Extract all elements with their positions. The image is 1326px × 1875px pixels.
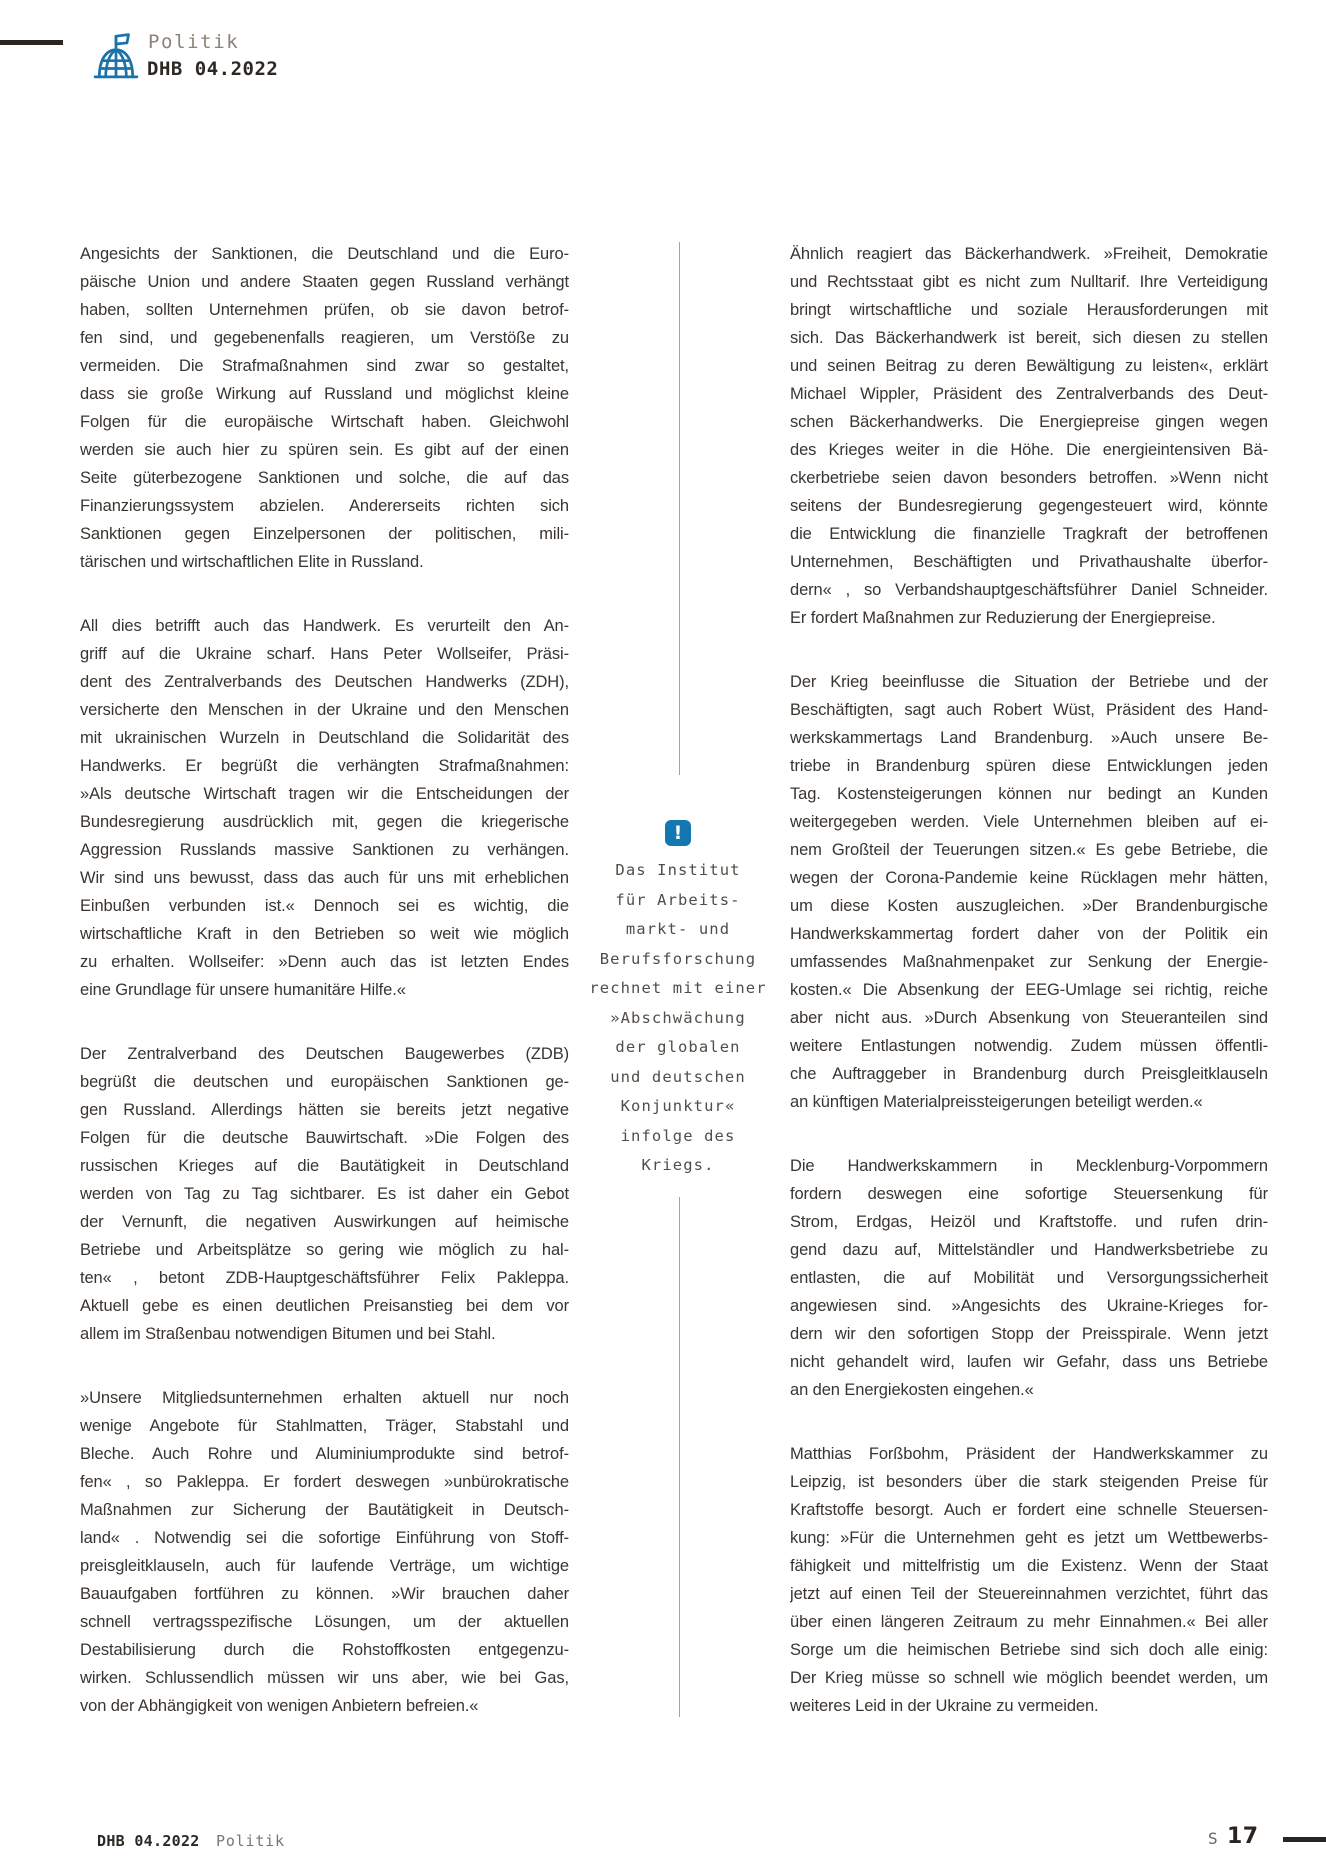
footer-section: Politik (216, 1832, 285, 1850)
text-line: Ähnlich reagiert das Bäckerhandwerk. »Freiheit, Demokratie (790, 245, 1268, 263)
text-line: zu erhalten. Wollseifer: »Denn auch das ist letzten Endes (80, 953, 569, 971)
text-line: preisgleitklauseln, auch für laufende Verträge, um wichtige (80, 1557, 569, 1575)
paragraph (80, 1040, 569, 1348)
paragraph (790, 668, 1268, 1116)
text-line: begrüßt die deutschen und europäischen Sanktionen ge- (80, 1073, 569, 1091)
callout-line: markt- und (625, 920, 731, 938)
text-line: dent des Zentralverbands des Deutschen Handwerks (ZDH), (80, 673, 569, 691)
column-right (790, 240, 1268, 1720)
text-line: gen Russland. Allerdings hätten sie bereits jetzt negative (80, 1101, 569, 1119)
text-line: fen« , so Pakleppa. Er fordert deswegen »unbürokratische (80, 1473, 569, 1491)
text-line: von der Abhängigkeit von wenigen Anbietern befreien.« (80, 1697, 479, 1715)
text-line: angewiesen sind. »Angesichts des Ukraine-Krieges for- (790, 1297, 1268, 1315)
paragraph (790, 240, 1268, 632)
text-line: fordern deswegen eine sofortige Steuersenkung für (790, 1185, 1268, 1203)
text-line: Folgen für die deutsche Bauwirtschaft. »Die Folgen des (80, 1129, 569, 1147)
text-line: Seite güterbezogene Sanktionen und solche, die auf das (80, 469, 569, 487)
text-line: mit ukrainischen Wurzeln in Deutschland die Solidarität des (80, 729, 569, 747)
callout-line: infolge des (620, 1126, 736, 1145)
text-line: wenige Angebote für Stahlmatten, Träger, Stabstahl und (80, 1417, 569, 1435)
text-line: wegen der Corona-Pandemie keine Rücklagen mehr hätten, (790, 869, 1268, 887)
text-line: Der Krieg müsse so schnell wie möglich beendet werden, um (790, 1669, 1268, 1687)
column-divider-top (679, 242, 680, 775)
text-line: Aktuell gebe es einen deutlichen Preisanstieg bei dem vor (80, 1297, 569, 1315)
text-line: Bauaufgaben fortführen zu können. »Wir brauchen daher (80, 1585, 569, 1603)
text-line: land« . Notwendig sei die sofortige Einführung von Stoff- (80, 1529, 569, 1547)
text-line: Er fordert Maßnahmen zur Reduzierung der Energiepreise. (790, 609, 1216, 627)
text-line: vermeiden. Die Strafmaßnahmen sind zwar so gestaltet, (80, 357, 569, 375)
text-line: russischen Krieges auf die Bautätigkeit in Deutschland (80, 1157, 569, 1175)
text-line: Wir sind uns bewusst, dass das auch für uns mit erheblichen (80, 869, 569, 887)
text-line: werden von Tag zu Tag sichtbarer. Es ist daher ein Gebot (80, 1185, 569, 1203)
text-line: Matthias Forßbohm, Präsident der Handwerkskammer zu (790, 1445, 1268, 1463)
callout-line: Kriegs. (641, 1156, 715, 1174)
text-line: und Rechtsstaat gibt es nicht zum Nulltarif. Ihre Verteidigung (790, 273, 1268, 291)
section-label: Politik (148, 31, 240, 53)
callout-line: rechnet mit einer (589, 979, 767, 997)
text-line: gend dazu auf, Mittelständler und Handwerksbetriebe zu (790, 1241, 1268, 1259)
text-line: haben, sollten Unternehmen prüfen, ob sie davon betrof- (80, 301, 569, 319)
top-left-rule (0, 40, 63, 45)
text-line: Beschäftigten, sagt auch Robert Wüst, Präsident des Hand- (790, 701, 1268, 719)
text-line: dern wir den sofortigen Stopp der Preisspirale. Wenn jetzt (790, 1325, 1268, 1343)
text-line: Leipzig, ist besonders über die stark steigenden Preise für (790, 1473, 1268, 1491)
text-line: Der Zentralverband des Deutschen Baugewerbes (ZDB) (80, 1045, 569, 1063)
text-line: um diese Kosten auszugleichen. »Der Brandenburgische (790, 897, 1268, 915)
text-line: Tag. Kostensteigerungen können nur bedingt an Kunden (790, 785, 1268, 803)
text-line: päische Union und andere Staaten gegen Russland verhängt (80, 273, 569, 291)
text-line: Angesichts der Sanktionen, die Deutschland und die Euro- (80, 245, 569, 263)
text-line: che Auftraggeber in Brandenburg durch Preisgleitklauseln (790, 1065, 1268, 1083)
text-line: Die Handwerkskammern in Mecklenburg-Vorpommern (790, 1157, 1268, 1175)
text-line: bringt wirtschaftliche und soziale Herausforderungen mit (790, 301, 1268, 319)
paragraph (790, 1152, 1268, 1404)
text-line: Bleche. Auch Rohre und Aluminiumprodukte sind betrof- (80, 1445, 569, 1463)
text-line: Aggression Russlands massive Sanktionen zu verhängen. (80, 841, 569, 859)
callout-text (568, 856, 788, 1181)
page-prefix: S (1208, 1829, 1218, 1848)
text-line: Sanktionen gegen Einzelpersonen der politischen, mili- (80, 525, 569, 543)
text-line: fen sind, und gegebenenfalls reagieren, um Verstöße zu (80, 329, 569, 347)
callout-line: Das Institut (615, 861, 741, 879)
text-line: Handwerkskammertag fordert daher von der Politik ein (790, 925, 1268, 943)
text-line: Handwerks. Er begrüßt die verhängten Strafmaßnahmen: (80, 757, 569, 775)
text-line: nem Großteil der Teuerungen sitzen.« Es gebe Betriebe, die (790, 841, 1268, 859)
text-line: nicht gehandelt wird, laufen wir Gefahr, dass uns Betriebe (790, 1353, 1268, 1371)
text-line: weitere Entlastungen notwendig. Zudem müssen öffentli- (790, 1037, 1268, 1055)
text-line: versicherte den Menschen in der Ukraine und den Menschen (80, 701, 569, 719)
text-line: dern« , so Verbandshauptgeschäftsführer Daniel Schneider. (790, 581, 1268, 599)
text-line: dass sie große Wirkung auf Russland und möglichst kleine (80, 385, 569, 403)
text-line: an den Energiekosten eingehen.« (790, 1381, 1034, 1399)
text-line: Einbußen verbunden ist.« Dennoch sei es wichtig, die (80, 897, 569, 915)
text-line: an künftigen Materialpreissteigerungen beteiligt werden.« (790, 1093, 1203, 1111)
text-line: wirken. Schlussendlich müssen wir uns aber, wie bei Gas, (80, 1669, 569, 1687)
reichstag-dome-icon (93, 32, 139, 80)
text-line: »Als deutsche Wirtschaft tragen wir die Entscheidungen der (80, 785, 569, 803)
text-line: kosten.« Die Absenkung der EEG-Umlage sei richtig, reiche (790, 981, 1268, 999)
issue-label: DHB 04.2022 (147, 58, 279, 80)
column-divider-bottom (679, 1197, 680, 1717)
text-line: Finanzierungssystem abzielen. Andererseits richten sich (80, 497, 569, 515)
text-line: umfassendes Maßnahmenpaket zur Senkung der Energie- (790, 953, 1268, 971)
text-line: Bundesregierung ausdrücklich mit, gegen die kriegerische (80, 813, 569, 831)
text-line: All dies betrifft auch das Handwerk. Es verurteilt den An- (80, 617, 569, 635)
text-line: über einen längeren Zeitraum zu mehr Einnahmen.« Bei aller (790, 1613, 1268, 1631)
text-line: aber nicht aus. »Durch Absenkung von Steueranteilen sind (790, 1009, 1268, 1027)
text-line: triebe in Brandenburg spüren diese Entwicklungen jeden (790, 757, 1268, 775)
text-line: jetzt auf einen Teil der Steuereinnahmen verzichtet, führt das (790, 1585, 1268, 1603)
text-line: Strom, Erdgas, Heizöl und Kraftstoffe. und rufen drin- (790, 1213, 1268, 1231)
text-line: Sorge um die heimischen Betriebe sind sich doch alle einig: (790, 1641, 1268, 1659)
paragraph (80, 240, 569, 576)
callout-line: Konjunktur« (620, 1097, 736, 1115)
column-left (80, 240, 569, 1720)
text-line: entlasten, die auf Mobilität und Versorgungssicherheit (790, 1269, 1268, 1287)
text-line: Betriebe und Arbeitsplätze so gering wie möglich zu hal- (80, 1241, 569, 1259)
text-line: kung: »Für die Unternehmen geht es jetzt um Wettbewerbs- (790, 1529, 1268, 1547)
text-line: weitergegeben werden. Viele Unternehmen bleiben auf ei- (790, 813, 1268, 831)
callout-line: »Abschwächung (610, 1008, 746, 1027)
callout-line: für Arbeits- (615, 890, 741, 909)
text-line: werkskammertags Land Brandenburg. »Auch unsere Be- (790, 729, 1268, 747)
text-line: seitens der Bundesregierung gegengesteuert wird, könnte (790, 497, 1268, 515)
exclamation-icon (665, 820, 691, 846)
text-line: weiteres Leid in der Ukraine zu vermeiden. (790, 1697, 1099, 1715)
footer-issue: DHB 04.2022 (97, 1832, 200, 1850)
paragraph (790, 1440, 1268, 1720)
callout-line: der globalen (615, 1038, 741, 1056)
text-line: schnell vertragsspezifische Lösungen, um der aktuellen (80, 1613, 569, 1631)
paragraph (80, 1384, 569, 1720)
text-line: Maßnahmen zur Sicherung der Bautätigkeit in Deutsch- (80, 1501, 569, 1519)
text-line: Unternehmen, Beschäftigten und Privathaushalte überfor- (790, 553, 1268, 571)
text-line: der Vernunft, die negativen Auswirkungen auf heimische (80, 1213, 569, 1231)
text-line: Michael Wippler, Präsident des Zentralverbands des Deut- (790, 385, 1268, 403)
text-line: Folgen für die europäische Wirtschaft haben. Gleichwohl (80, 413, 569, 431)
text-line: sich. Das Bäckerhandwerk ist bereit, sich diesen zu stellen (790, 329, 1268, 347)
text-line: Kraftstoffe besorgt. Auch er fordert eine schnelle Steuersen- (790, 1501, 1268, 1519)
text-line: wirtschaftliche Kraft in den Betrieben so weit wie möglich (80, 925, 569, 943)
exclamation-glyph: ! (673, 822, 683, 844)
text-line: tärischen und wirtschaftlichen Elite in Russland. (80, 553, 424, 571)
text-line: die Entwicklung die finanzielle Tragkraft der betroffenen (790, 525, 1268, 543)
text-line: Destabilisierung durch die Rohstoffkosten entgegenzu- (80, 1641, 569, 1659)
text-line: ckerbetriebe seien davon besonders betroffen. »Wenn nicht (790, 469, 1268, 487)
text-line: eine Grundlage für unsere humanitäre Hilfe.« (80, 981, 406, 999)
text-line: fähigkeit und mittelfristig um die Existenz. Wenn der Staat (790, 1557, 1268, 1575)
text-line: »Unsere Mitgliedsunternehmen erhalten aktuell nur noch (80, 1389, 569, 1407)
text-line: und seinen Beitrag zu deren Bewältigung zu leisten«, erklärt (790, 357, 1268, 375)
footer-rule (1283, 1837, 1326, 1842)
text-line: griff auf die Ukraine scharf. Hans Peter Wollseifer, Präsi- (80, 645, 569, 663)
text-line: Der Krieg beeinflusse die Situation der Betriebe und der (790, 673, 1268, 691)
text-line: werden sie auch hier zu spüren sein. Es gibt auf der einen (80, 441, 569, 459)
callout-line: und deutschen (610, 1067, 746, 1086)
text-line: schen Bäckerhandwerks. Die Energiepreise gingen wegen (790, 413, 1268, 431)
text-line: ten« , betont ZDB-Hauptgeschäftsführer Felix Pakleppa. (80, 1269, 569, 1287)
paragraph (80, 612, 569, 1004)
text-line: des Krieges weiter in die Höhe. Die energieintensiven Bä- (790, 441, 1268, 459)
callout-line: Berufsforschung (599, 949, 757, 968)
text-line: allem im Straßenbau notwendigen Bitumen und bei Stahl. (80, 1325, 496, 1343)
page-number: 17 (1227, 1824, 1259, 1849)
